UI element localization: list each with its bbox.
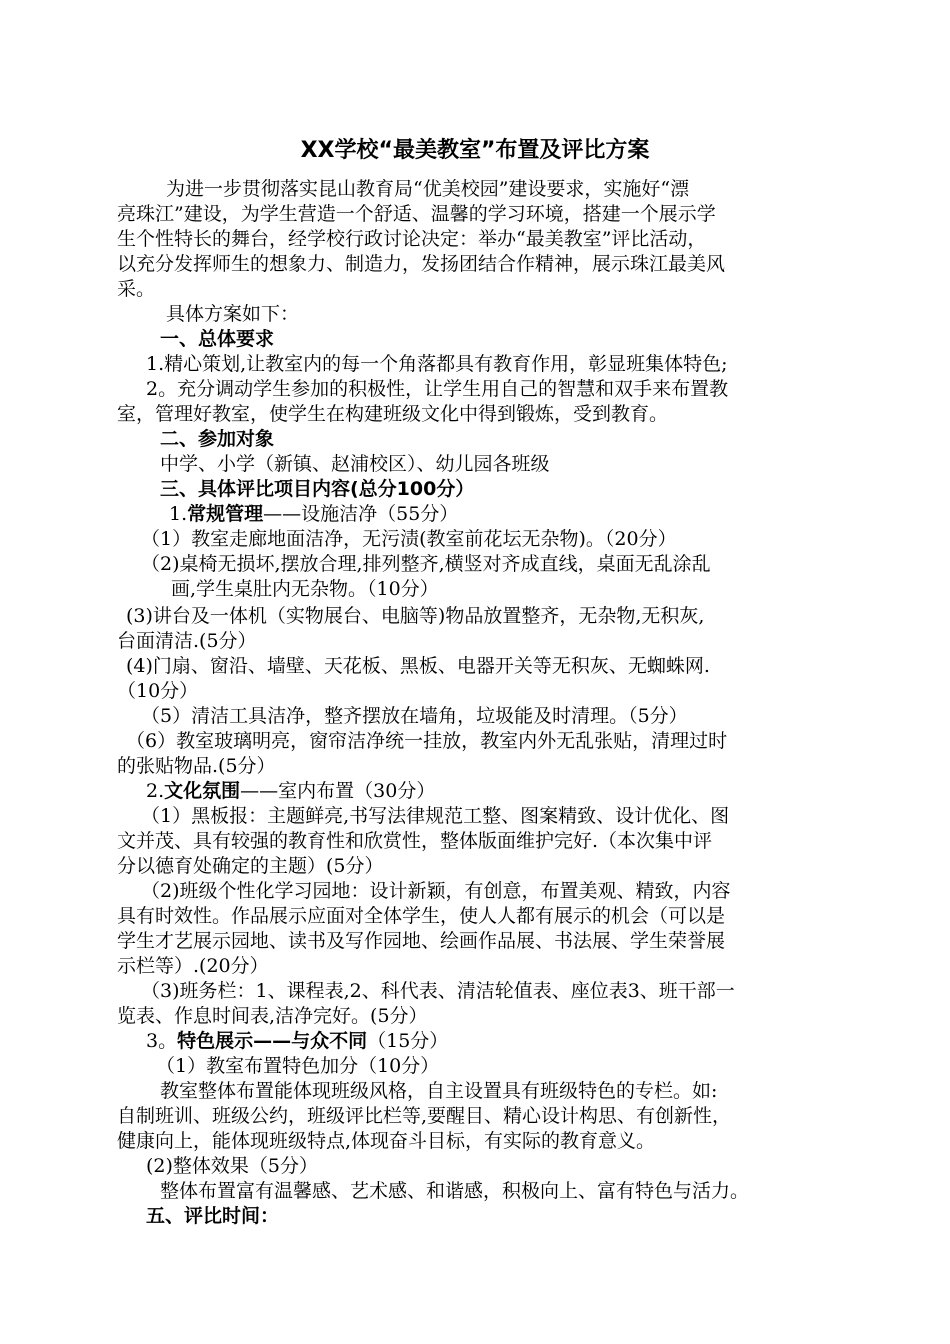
- paragraph-line: （3)班务栏：1、课程表,2、科代表、清洁轮值表、座位表3、班干部一: [141, 980, 735, 1002]
- subsection-bold: 常规管理: [187, 503, 264, 525]
- intro-line: 亮珠江”建设，为学生营造一个舒适、温馨的学习环境，搭建一个展示学: [117, 203, 716, 225]
- paragraph-line: 具有时效性。作品展示应面对全体学生，使人人都有展示的机会（可以是: [117, 905, 726, 927]
- intro-line: 以充分发挥师生的想象力、制造力，发扬团结合作精神，展示珠江最美风: [117, 253, 726, 275]
- paragraph-line: 的张贴物品.(5分）: [117, 755, 276, 777]
- subsection-heading: [169, 502, 458, 527]
- paragraph-line: （1）教室布置特色加分（10分）: [156, 1055, 440, 1077]
- subsection-number: 1.: [169, 503, 188, 525]
- section-heading: 二、参加对象: [160, 428, 275, 450]
- intro-line: 生个性特长的舞台，经学校行政讨论决定：举办“最美教室”评比活动，: [117, 228, 707, 250]
- intro-line: 为进一步贯彻落实昆山教育局“优美校园”建设要求，实施好“漂: [166, 178, 690, 200]
- paragraph-line: 2。充分调动学生参加的积极性，让学生用自己的智慧和双手来布置教: [146, 378, 729, 400]
- paragraph-line: 示栏等）.(20分）: [117, 955, 269, 977]
- paragraph-line: （1）教室走廊地面洁净，无污渍(教室前花坛无杂物)。（20分）: [141, 528, 677, 550]
- paragraph-line: （2)桌椅无损坏,摆放合理,排列整齐,横竖对齐成直线，桌面无乱涂乱: [141, 553, 711, 575]
- paragraph-line: 分以德育处确定的主题）(5分）: [117, 855, 384, 877]
- document-title: XX学校“最美教室”布置及评比方案: [300, 138, 650, 163]
- paragraph-line: 自制班训、班级公约，班级评比栏等,要醒目、精心设计构思、有创新性，: [117, 1105, 732, 1127]
- subsection-bold: 特色展示——与众不同: [177, 1030, 368, 1052]
- plan-intro: 具体方案如下：: [166, 303, 300, 325]
- paragraph-line: 教室整体布置能体现班级风格，自主设置具有班级特色的专栏。如:: [160, 1080, 718, 1102]
- paragraph-line: 中学、小学（新镇、赵浦校区）、幼儿园各班级: [160, 453, 550, 475]
- paragraph-line: （1）黑板报：主题鲜亮,书写法律规范工整、图案精致、设计优化、图: [141, 805, 730, 827]
- paragraph-line: (3)讲台及一体机（实物展台、电脑等)物品放置整齐，无杂物,无积灰,: [126, 605, 705, 627]
- paragraph-line: （5）清洁工具洁净，整齐摆放在墙角，垃圾能及时清理。（5分）: [141, 705, 688, 727]
- intro-line: 采。: [117, 278, 156, 300]
- subsection-number: 3。: [146, 1030, 178, 1052]
- paragraph-line: (4)门扇、窗沿、墙壁、天花板、黑板、电器开关等无积灰、无蜘蛛网.: [126, 655, 710, 677]
- paragraph-line: 台面清洁.(5分）: [117, 630, 257, 652]
- section-heading: 三、具体评比项目内容(总分100分）: [160, 478, 475, 500]
- paragraph-line: 文并茂、具有较强的教育性和欣赏性，整体版面维护完好.（本次集中评: [117, 830, 713, 852]
- paragraph-line: 览表、作息时间表,洁净完好。(5分）: [117, 1005, 428, 1027]
- paragraph-line: 室，管理好教室，使学生在构建班级文化中得到锻炼，受到教育。: [117, 403, 669, 425]
- subsection-bold: 文化氛围: [164, 780, 241, 802]
- subsection-rest: （15分）: [367, 1030, 449, 1052]
- subsection-rest: ——室内布置（30分）: [240, 780, 436, 802]
- subsection-rest: ——设施洁净（55分）: [263, 503, 459, 525]
- paragraph-line: 学生才艺展示园地、读书及写作园地、绘画作品展、书法展、学生荣誉展: [117, 930, 726, 952]
- subsection-heading: [146, 779, 435, 804]
- paragraph-line: （6）教室玻璃明亮，窗帘洁净统一挂放，教室内外无乱张贴，清理过时: [126, 730, 728, 752]
- subsection-number: 2.: [146, 780, 165, 802]
- section-heading: 五、评比时间：: [146, 1205, 280, 1227]
- paragraph-line: （2)班级个性化学习园地：设计新颖，有创意，布置美观、精致，内容: [141, 880, 731, 902]
- paragraph-line: (2)整体效果（5分）: [146, 1155, 319, 1177]
- paragraph-line: （10分）: [117, 680, 199, 702]
- paragraph-line: 1.精心策划,让教室内的每一个角落都具有教育作用，彰显班集体特色;: [146, 353, 728, 375]
- subsection-heading: [146, 1029, 448, 1054]
- paragraph-line: 画,学生桌肚内无杂物。（10分）: [171, 578, 439, 600]
- section-heading: 一、总体要求: [160, 328, 275, 350]
- paragraph-line: 整体布置富有温馨感、艺术感、和谐感，积极向上、富有特色与活力。: [160, 1180, 750, 1202]
- paragraph-line: 健康向上，能体现班级特点,体现奋斗目标，有实际的教育意义。: [117, 1130, 656, 1152]
